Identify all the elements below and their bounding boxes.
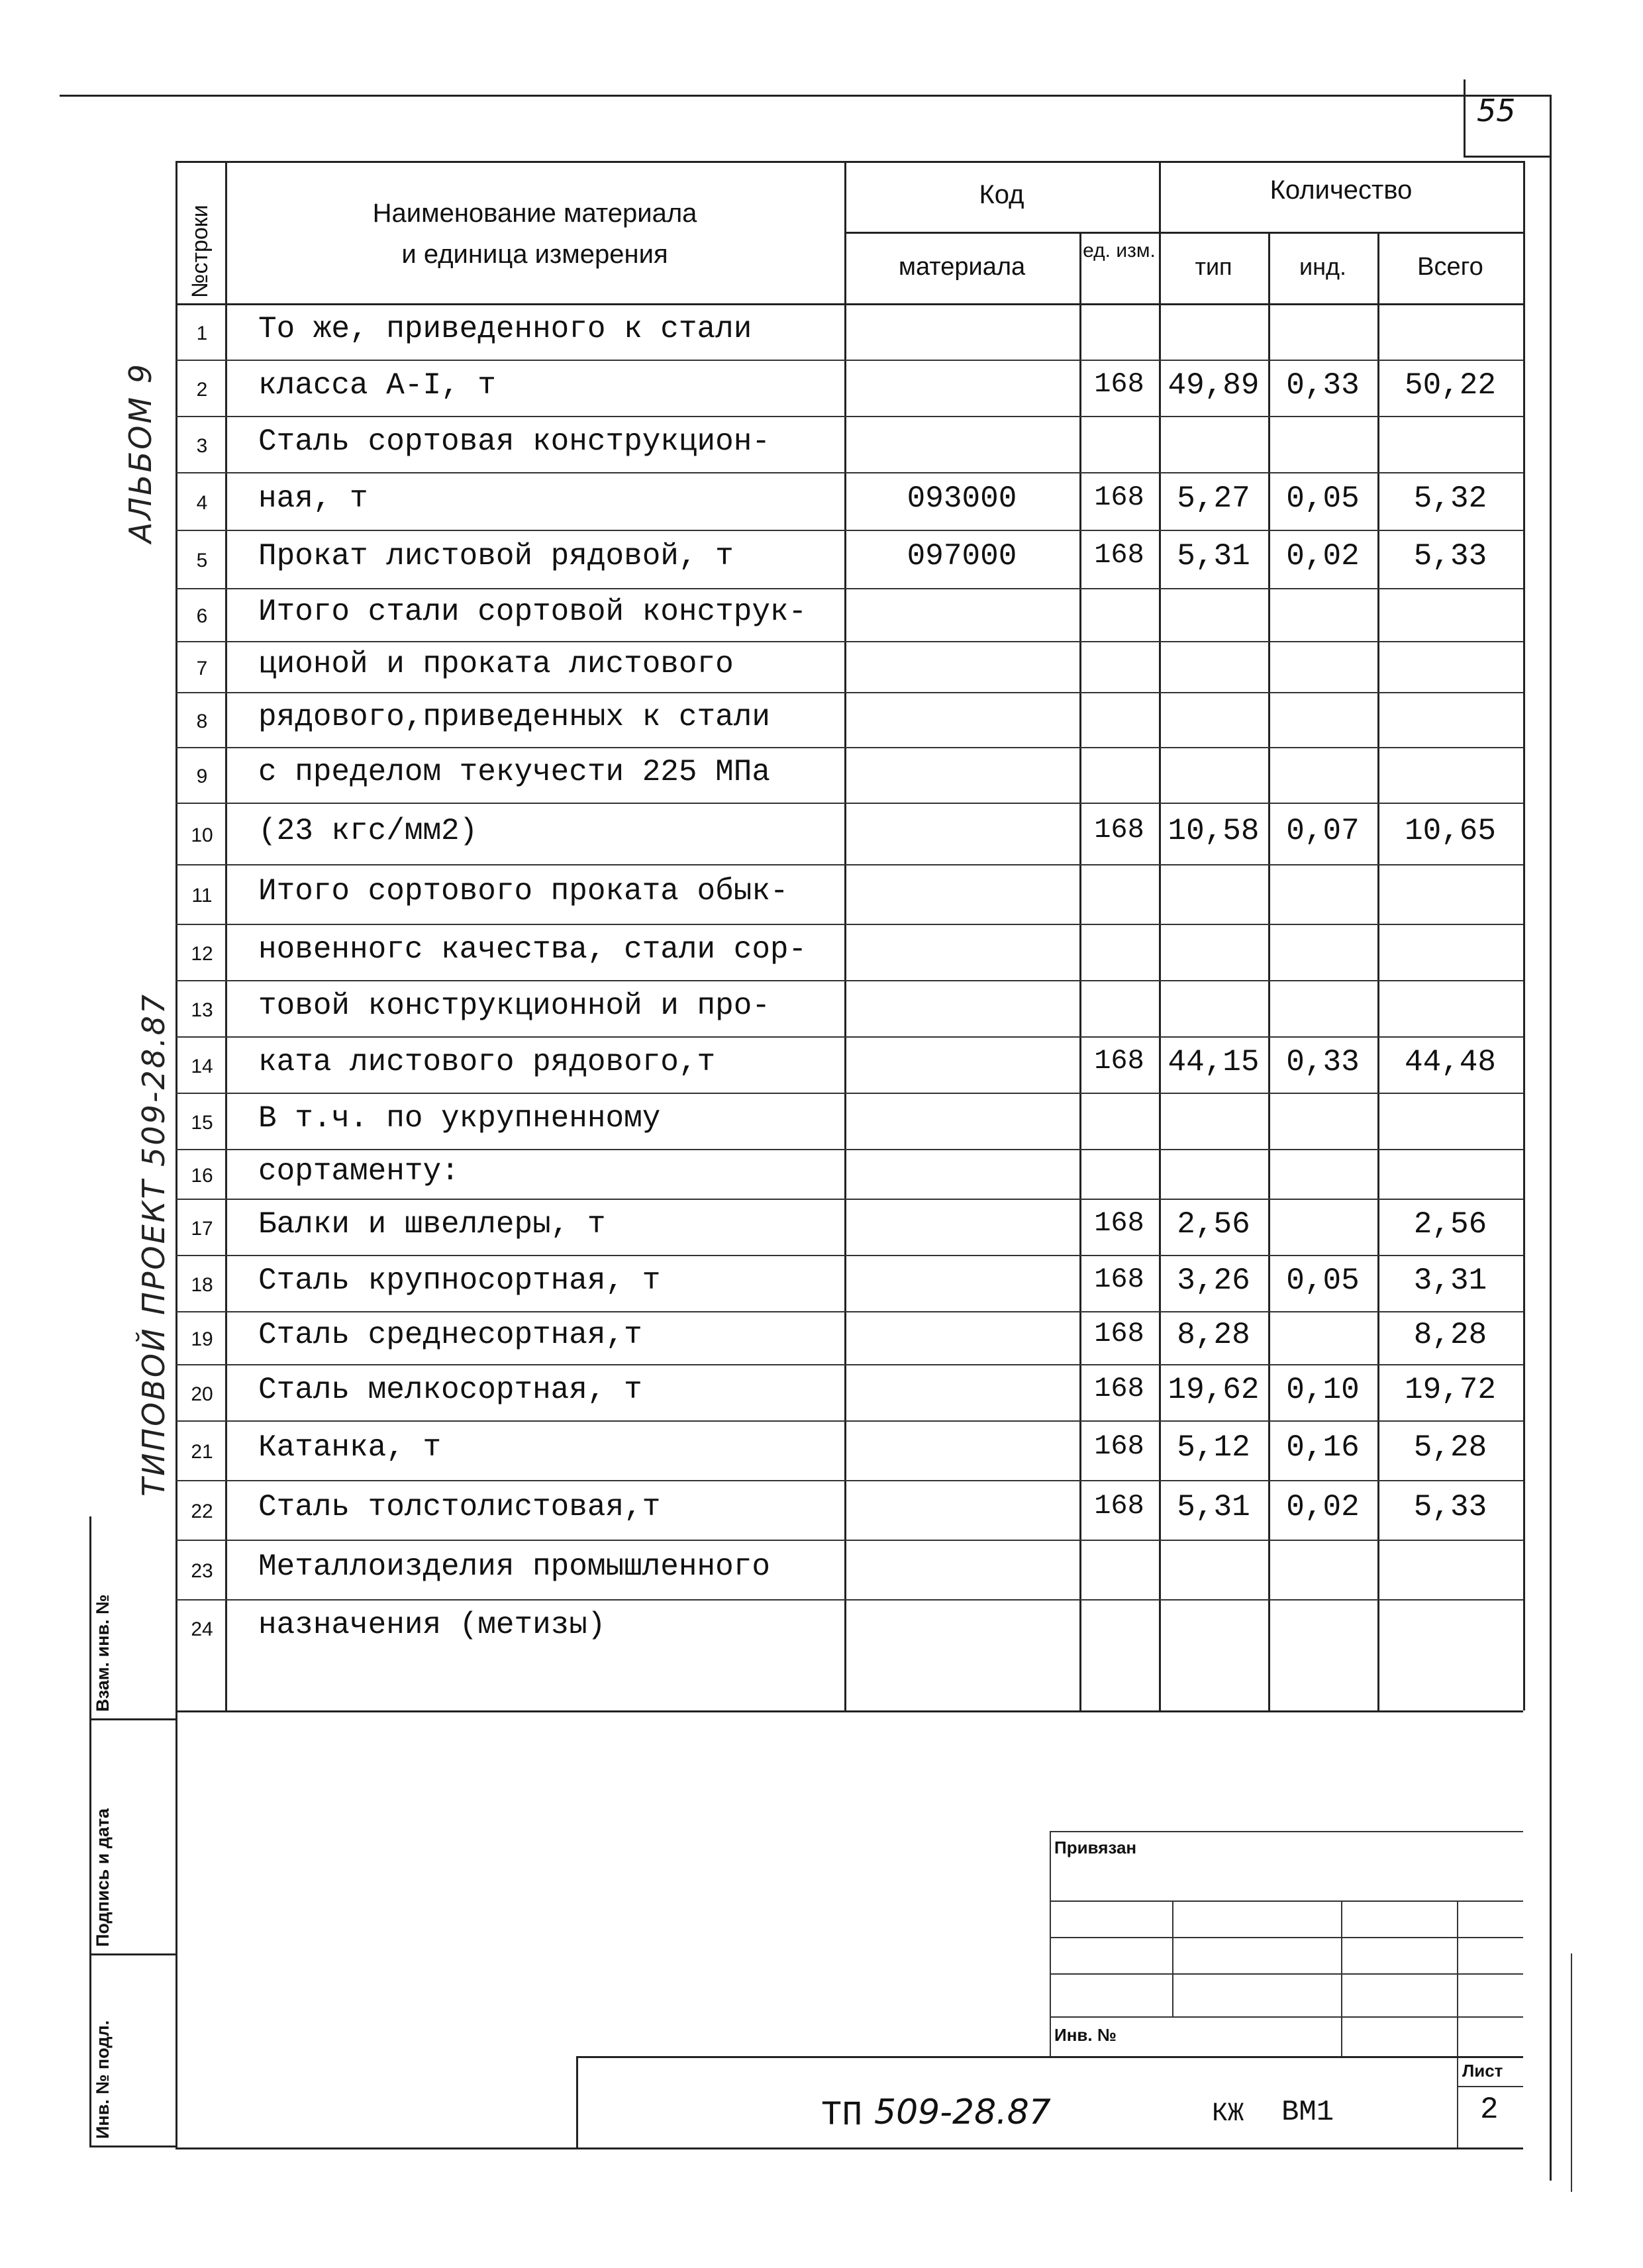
- row-cell-total: 5,32: [1413, 481, 1487, 516]
- title-block-inv-no: Инв. №: [1054, 2025, 1117, 2045]
- tip-ind-border: [1268, 232, 1270, 1710]
- row-cell-unit: 168: [1094, 1490, 1144, 1522]
- tb-attached-left: [1050, 1831, 1051, 2056]
- row-cell-tip: 10,58: [1168, 813, 1260, 848]
- row-separator: [175, 1255, 1523, 1256]
- row-cell-tip: 5,12: [1177, 1430, 1250, 1465]
- row-material-name: Итого стали сортовой конструк-: [258, 595, 807, 629]
- table-bottom-border: [175, 1710, 1523, 1712]
- row-material-name: ката листового рядового,т: [258, 1044, 716, 1079]
- row-separator: [175, 1199, 1523, 1200]
- row-separator: [175, 1311, 1523, 1312]
- row-material-name: новенногс качества, стали сор-: [258, 932, 807, 967]
- row-number: 3: [196, 434, 208, 457]
- row-separator: [175, 1480, 1523, 1481]
- header-qty-ind: инд.: [1299, 253, 1346, 280]
- row-material-name: Сталь среднесортная,т: [258, 1318, 642, 1352]
- row-material-name: класса А-I, т: [258, 368, 496, 403]
- stamp-sep-1: [89, 1718, 175, 1720]
- stamp-label-replace-inv: Взам. инв. №: [93, 1594, 113, 1712]
- row-material-name: назначения (метизы): [258, 1607, 606, 1642]
- row-number: 10: [191, 824, 213, 846]
- row-number: 23: [191, 1560, 213, 1582]
- row-cell-unit: 168: [1094, 813, 1144, 846]
- row-number: 11: [191, 885, 213, 907]
- header-code-material: материала: [898, 253, 1026, 281]
- title-block-attached: Привязан: [1054, 1838, 1137, 1857]
- tb-line-2: [1050, 1937, 1523, 1938]
- header-qty-total: Всего: [1417, 253, 1483, 281]
- row-cell-ind: 0,33: [1286, 1044, 1360, 1079]
- name-col-border: [844, 161, 846, 1710]
- row-material-name: Катанка, т: [258, 1430, 442, 1465]
- row-separator: [175, 747, 1523, 748]
- row-separator: [175, 360, 1523, 361]
- row-material-name: Итого сортового проката обык-: [258, 874, 789, 909]
- row-cell-ind: 0,02: [1286, 539, 1360, 573]
- header-bottom-border: [175, 303, 1523, 305]
- row-material-name: (23 кгс/мм2): [258, 813, 478, 848]
- tb-main-bottom: [175, 2147, 1523, 2149]
- stamp-label-signature-date: Подпись и дата: [93, 1808, 113, 1947]
- tb-col-1: [1172, 1900, 1173, 2016]
- title-block-section: ВМ1: [1281, 2096, 1334, 2129]
- tb-col-2: [1341, 1900, 1342, 2056]
- row-separator: [175, 1420, 1523, 1422]
- page-number: 55: [1477, 93, 1516, 128]
- row-number: 20: [191, 1383, 213, 1405]
- row-separator: [175, 1036, 1523, 1038]
- row-number: 9: [196, 765, 208, 787]
- row-cell-ind: 0,33: [1286, 368, 1360, 403]
- title-block-sheet-number: 2: [1480, 2093, 1499, 2127]
- row-cell-total: 19,72: [1404, 1372, 1497, 1407]
- row-separator: [175, 588, 1523, 589]
- row-material-name: Балки и швеллеры, т: [258, 1207, 606, 1242]
- row-cell-code: 093000: [907, 481, 1017, 516]
- row-material-name: Сталь толстолистовая,т: [258, 1490, 661, 1524]
- header-top-border: [175, 161, 1523, 163]
- row-number: 13: [191, 999, 213, 1021]
- row-cell-unit: 168: [1094, 1044, 1144, 1077]
- header-quantity: Количество: [1270, 175, 1413, 205]
- row-material-name: Сталь сортовая конструкцион-: [258, 424, 770, 459]
- row-cell-total: 3,31: [1413, 1263, 1487, 1298]
- row-separator: [175, 803, 1523, 804]
- row-separator: [175, 530, 1523, 531]
- page-number-box-left: [1464, 79, 1466, 156]
- row-cell-total: 8,28: [1413, 1318, 1487, 1352]
- row-number: 4: [196, 491, 208, 514]
- row-cell-total: 2,56: [1413, 1207, 1487, 1242]
- table-left-border: [175, 161, 177, 2147]
- table-right-border: [1523, 161, 1525, 1710]
- header-row-number: №строки: [187, 205, 213, 298]
- tb-col-3: [1457, 1900, 1458, 2149]
- row-cell-tip: 8,28: [1177, 1318, 1250, 1352]
- row-number: 7: [196, 657, 208, 679]
- row-number: 1: [196, 322, 208, 344]
- row-cell-total: 50,22: [1404, 368, 1497, 403]
- row-cell-ind: 0,05: [1286, 1263, 1360, 1298]
- header-name-line2: и единица измерения: [401, 240, 668, 269]
- row-separator: [175, 416, 1523, 417]
- row-separator: [175, 1364, 1523, 1365]
- right-edge-mark: [1571, 1953, 1572, 2192]
- row-material-name: Прокат листовой рядовой, т: [258, 539, 734, 573]
- row-number: 14: [191, 1055, 213, 1077]
- row-cell-total: 5,28: [1413, 1430, 1487, 1465]
- row-cell-total: 5,33: [1413, 539, 1487, 573]
- stamp-column-left: [89, 1516, 91, 2145]
- unit-col-border: [1079, 232, 1081, 1710]
- side-album-label: АЛЬБОМ 9: [123, 362, 158, 543]
- header-qty-type: тип: [1195, 253, 1232, 280]
- row-cell-tip: 5,31: [1177, 539, 1250, 573]
- row-cell-tip: 49,89: [1168, 368, 1260, 403]
- row-material-name: То же, приведенного к стали: [258, 311, 752, 346]
- row-material-name: ционой и проката листового: [258, 646, 734, 681]
- row-cell-unit: 168: [1094, 539, 1144, 571]
- row-cell-tip: 19,62: [1168, 1372, 1260, 1407]
- row-material-name: сортаменту:: [258, 1154, 460, 1189]
- row-material-name: товой конструкционной и про-: [258, 988, 770, 1023]
- row-cell-ind: 0,16: [1286, 1430, 1360, 1465]
- row-cell-unit: 168: [1094, 1318, 1144, 1350]
- row-separator: [175, 924, 1523, 925]
- row-number: 12: [191, 942, 213, 965]
- tb-line-4: [1050, 2016, 1523, 2018]
- row-material-name: Сталь крупносортная, т: [258, 1263, 661, 1298]
- row-number: 6: [196, 605, 208, 627]
- tb-line-3: [1050, 1973, 1523, 1975]
- title-block-project-number: 509-28.87: [874, 2093, 1051, 2132]
- row-number: 21: [191, 1441, 213, 1463]
- row-material-name: В т.ч. по укрупненному: [258, 1101, 661, 1136]
- row-separator: [175, 692, 1523, 693]
- row-number: 19: [191, 1328, 213, 1350]
- row-material-name: Металлоизделия промышленного: [258, 1550, 770, 1584]
- row-separator: [175, 1149, 1523, 1150]
- row-separator: [175, 1599, 1523, 1601]
- stamp-label-original-inv: Инв. № подл.: [93, 2020, 113, 2139]
- row-cell-tip: 5,31: [1177, 1490, 1250, 1524]
- row-number: 17: [191, 1217, 213, 1240]
- header-sub-border: [844, 232, 1523, 234]
- row-number: 16: [191, 1164, 213, 1187]
- row-cell-tip: 44,15: [1168, 1044, 1260, 1079]
- right-margin-line: [1550, 95, 1552, 2181]
- row-number: 2: [196, 378, 208, 401]
- row-material-name: рядового,приведенных к стали: [258, 699, 770, 734]
- row-separator: [175, 472, 1523, 473]
- row-cell-tip: 2,56: [1177, 1207, 1250, 1242]
- row-cell-code: 097000: [907, 539, 1017, 573]
- row-number: 8: [196, 710, 208, 732]
- row-number: 22: [191, 1501, 213, 1522]
- row-cell-unit: 168: [1094, 1207, 1144, 1239]
- tb-line-1: [1050, 1900, 1523, 1902]
- tb-attached-top: [1050, 1831, 1523, 1832]
- side-project-label: ТИПОВОЙ ПРОЕКТ 509-28.87: [136, 992, 172, 1497]
- row-cell-total: 44,48: [1404, 1044, 1497, 1079]
- row-separator: [175, 980, 1523, 981]
- row-separator: [175, 641, 1523, 642]
- title-block-mark: КЖ: [1212, 2099, 1244, 2129]
- stamp-sep-2: [89, 1953, 175, 1955]
- row-cell-ind: 0,07: [1286, 813, 1360, 848]
- row-cell-total: 10,65: [1404, 813, 1497, 848]
- row-cell-ind: 0,05: [1286, 481, 1360, 516]
- top-rule: [60, 95, 1550, 97]
- row-material-name: ная, т: [258, 481, 368, 516]
- row-number: 24: [191, 1618, 213, 1640]
- row-cell-ind: 0,10: [1286, 1372, 1360, 1407]
- row-number: 5: [196, 550, 208, 571]
- header-name-line1: Наименование материала: [372, 199, 697, 228]
- row-material-name: с пределом текучести 225 МПа: [258, 755, 770, 789]
- row-separator: [175, 1540, 1523, 1541]
- ind-total-border: [1377, 232, 1379, 1710]
- row-cell-tip: 3,26: [1177, 1263, 1250, 1298]
- page-number-box-bottom: [1464, 156, 1550, 158]
- row-cell-unit: 168: [1094, 368, 1144, 400]
- row-cell-ind: 0,02: [1286, 1490, 1360, 1524]
- row-cell-unit: 168: [1094, 1430, 1144, 1462]
- stamp-bottom: [89, 2145, 175, 2147]
- tb-main-left: [576, 2056, 578, 2149]
- row-cell-total: 5,33: [1413, 1490, 1487, 1524]
- tb-main-top: [576, 2056, 1523, 2058]
- row-cell-unit: 168: [1094, 1263, 1144, 1295]
- row-number: 15: [191, 1111, 213, 1134]
- row-separator: [175, 864, 1523, 865]
- title-block-project-prefix: ТП: [821, 2096, 863, 2135]
- header-code: Код: [979, 180, 1024, 209]
- row-number: 18: [191, 1273, 213, 1296]
- row-material-name: Сталь мелкосортная, т: [258, 1372, 642, 1407]
- header-code-unit: ед. изм.: [1083, 240, 1156, 262]
- tb-sheet-sep: [1457, 2086, 1523, 2087]
- row-cell-unit: 168: [1094, 481, 1144, 513]
- row-cell-tip: 5,27: [1177, 481, 1250, 516]
- row-cell-unit: 168: [1094, 1372, 1144, 1405]
- row-separator: [175, 1093, 1523, 1094]
- title-block-sheet-label: Лист: [1462, 2061, 1503, 2081]
